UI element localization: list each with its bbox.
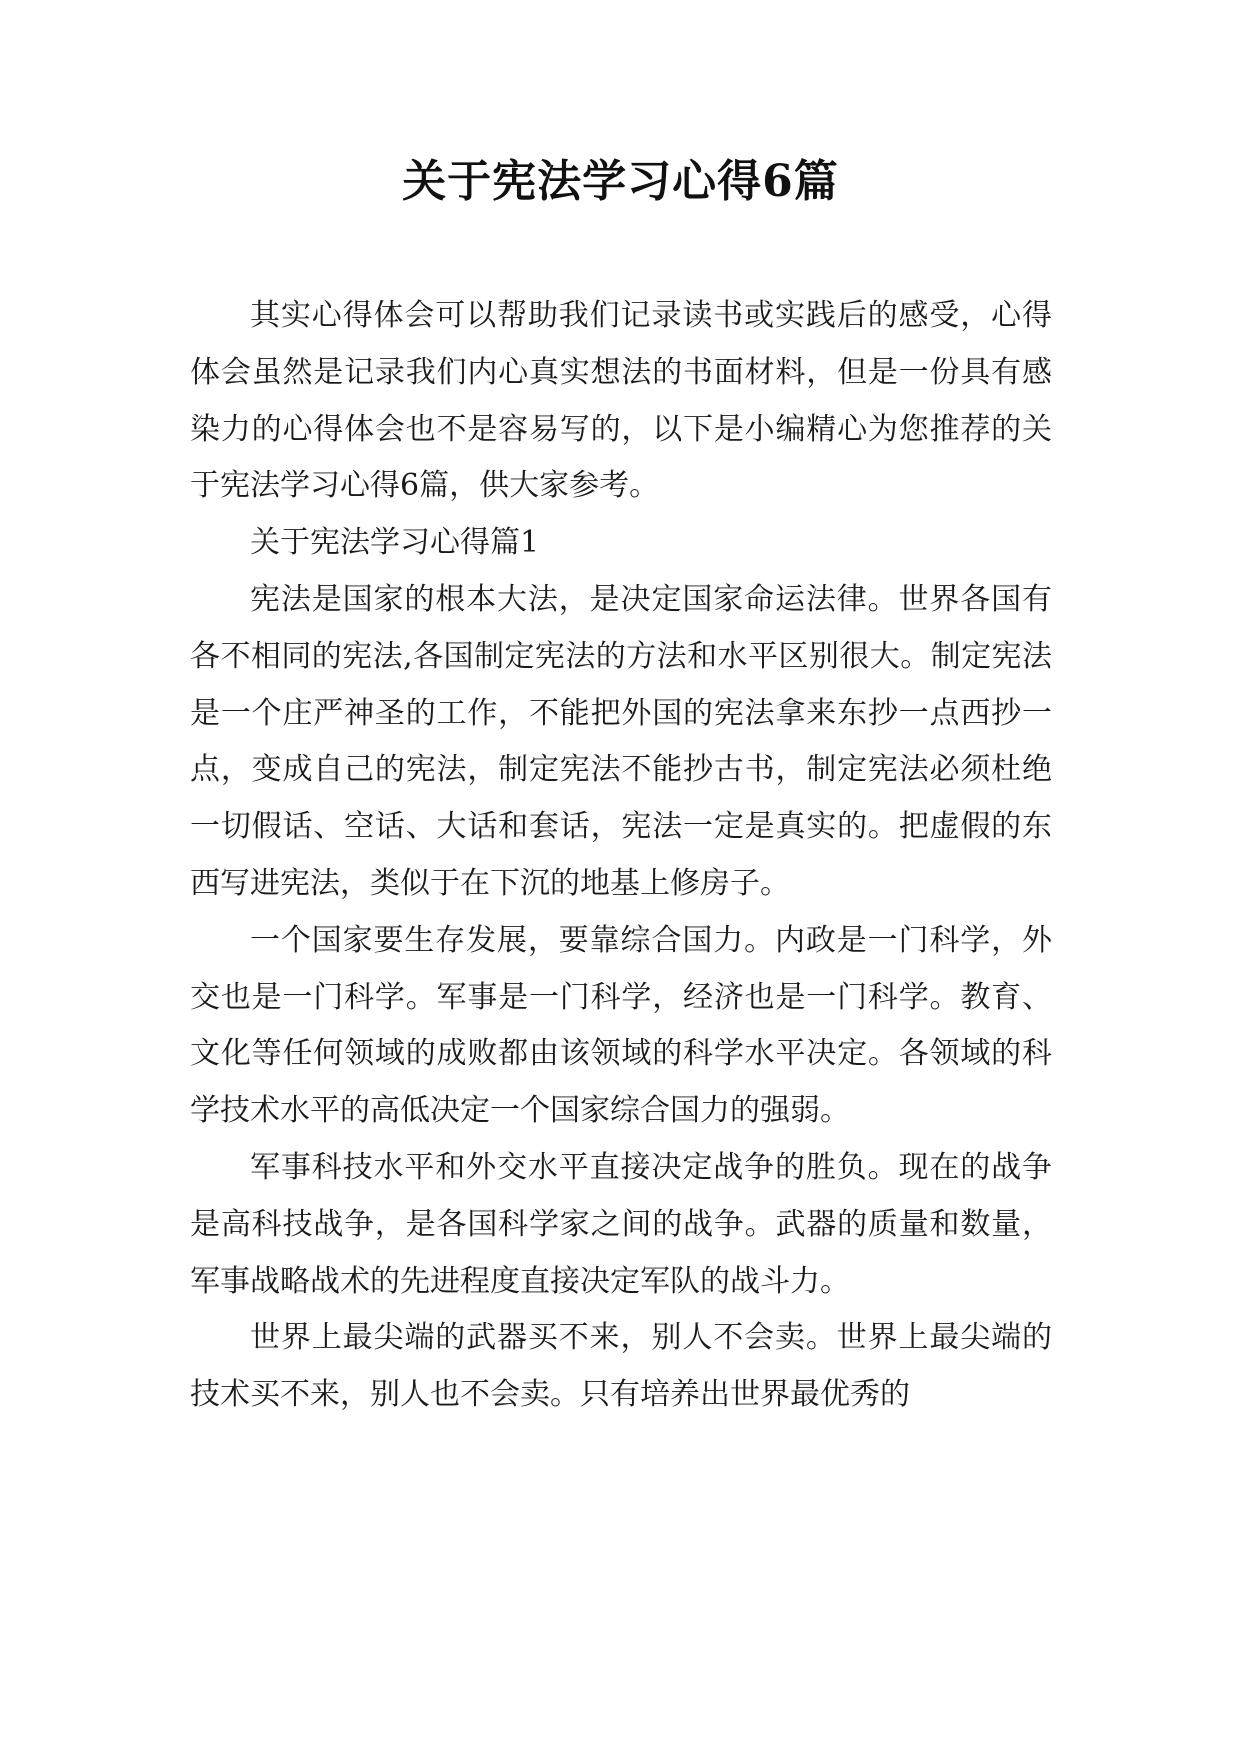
- body-paragraph: 宪法是国家的根本大法，是决定国家命运法律。世界各国有各不相同的宪法,各国制定宪法的方法和水平区别很大。制定宪法是一个庄严神圣的工作，不能把外国的宪法拿来东抄一点西抄一点，变成自己的宪法，制定宪法不能抄古书，制定宪法必须杜绝一切假话、空话、大话和套话，宪法一定是真实的。把虚假的东西写进宪法，类似于在下沉的地基上修房子。: [190, 581, 1052, 901]
- document-title: 关于宪法学习心得6篇: [402, 156, 839, 207]
- document-body: [190, 288, 1052, 1424]
- body-paragraph: 一个国家要生存发展，要靠综合国力。内政是一门科学，外交也是一门科学。军事是一门科学，经济也是一门科学。教育、文化等任何领域的成败都由该领域的科学水平决定。各领域的科学技术水平的高低决定一个国家综合国力的强弱。: [190, 922, 1052, 1129]
- section-heading-1: 关于宪法学习心得篇1: [250, 525, 540, 561]
- body-paragraph: 世界上最尖端的武器买不来，别人不会卖。世界上最尖端的技术买不来，别人也不会卖。只有培养出世界最优秀的: [190, 1320, 1052, 1413]
- body-paragraph: 军事科技水平和外交水平直接决定战争的胜负。现在的战争是高科技战争，是各国科学家之间的战争。武器的质量和数量，军事战略战术的先进程度直接决定军队的战斗力。: [190, 1149, 1052, 1299]
- intro-paragraph: 其实心得体会可以帮助我们记录读书或实践后的感受，心得体会虽然是记录我们内心真实想法的书面材料，但是一份具有感染力的心得体会也不是容易写的，以下是小编精心为您推荐的关于宪法学习心得6篇，供大家参考。: [190, 298, 1052, 504]
